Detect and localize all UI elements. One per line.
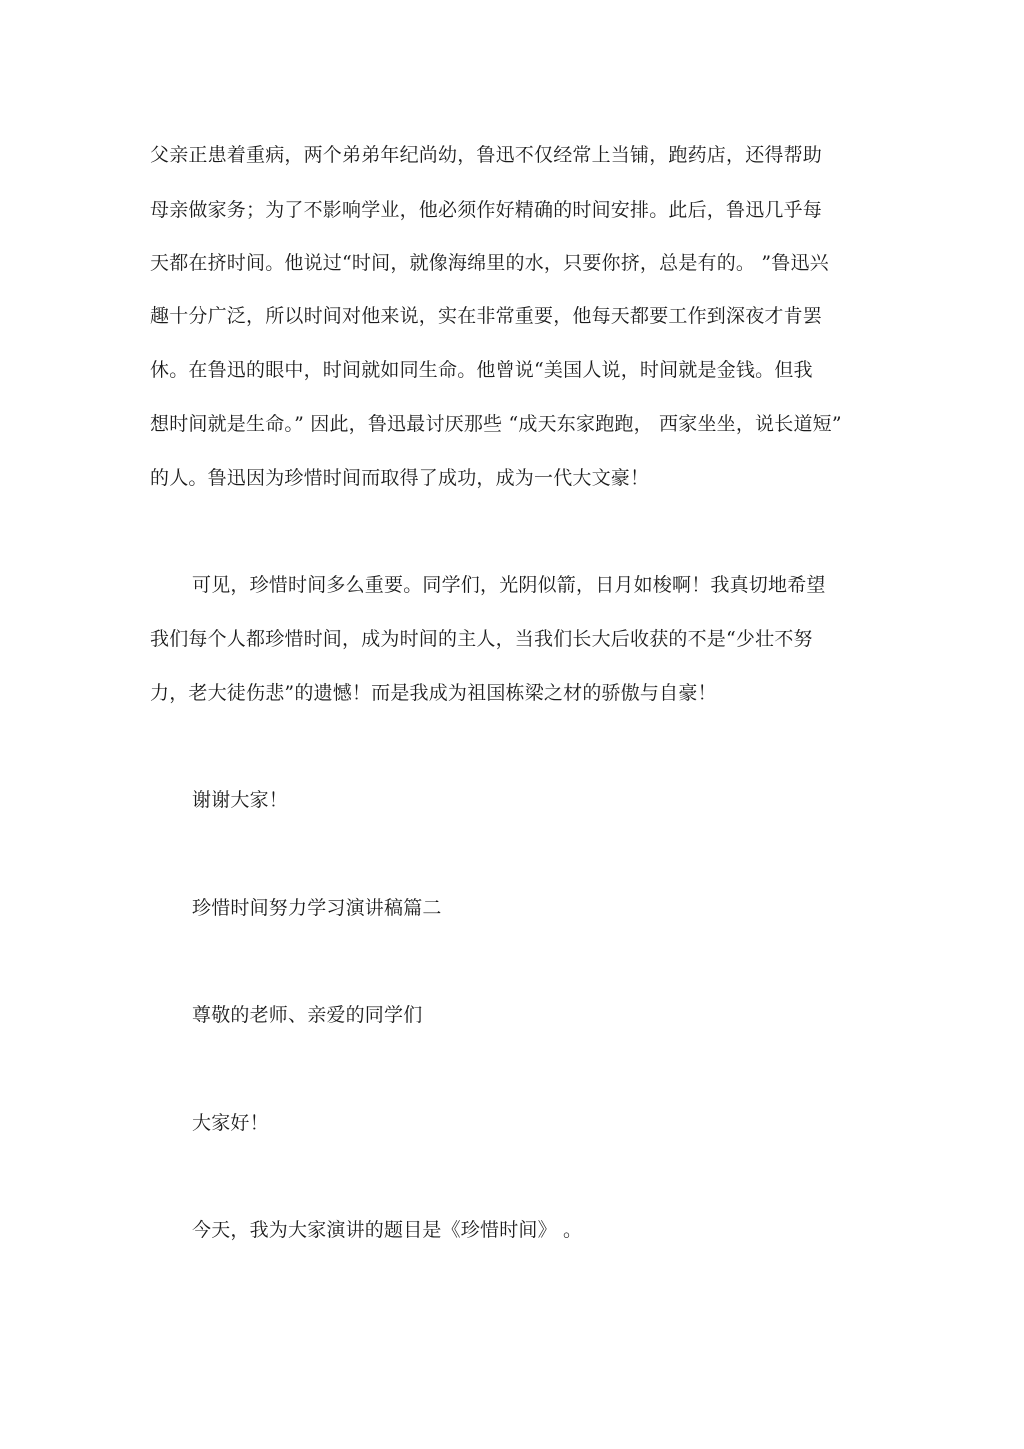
paragraph-line: 休。在鲁迅的眼中，时间就如同生命。他曾说“美国人说，时间就是金钱。但我 xyxy=(150,359,813,381)
paragraph-line: 母亲做家务；为了不影响学业，他必须作好精确的时间安排。此后，鲁迅几乎每 xyxy=(150,199,823,221)
thanks-text: 谢谢大家！ xyxy=(192,789,289,811)
paragraph-line: 可见，珍惜时间多么重要。同学们，光阴似箭，日月如梭啊！我真切地希望 xyxy=(192,574,826,596)
paragraph-line: 趣十分广泛，所以时间对他来说，实在非常重要，他每天都要工作到深夜才肯罢 xyxy=(150,305,823,327)
section-title: 珍惜时间努力学习演讲稿篇二 xyxy=(192,897,442,919)
paragraph-line: 的人。鲁迅因为珍惜时间而取得了成功，成为一代大文豪！ xyxy=(150,467,650,489)
paragraph-line: 力，老大徒伤悲”的遗憾！而是我成为祖国栋梁之材的骄傲与自豪！ xyxy=(150,682,717,704)
salutation-text: 尊敬的老师、亲爱的同学们 xyxy=(192,1004,423,1026)
paragraph-line: 父亲正患着重病，两个弟弟年纪尚幼，鲁迅不仅经常上当铺，跑药店，还得帮助 xyxy=(150,144,823,166)
paragraph-line: 我们每个人都珍惜时间，成为时间的主人，当我们长大后收获的不是“少壮不努 xyxy=(150,628,813,650)
greeting-text: 大家好！ xyxy=(192,1112,269,1134)
paragraph-line: 天都在挤时间。他说过“时间，就像海绵里的水，只要你挤，总是有的。 ”鲁迅兴 xyxy=(150,252,829,274)
paragraph-line: 想时间就是生命。” 因此，鲁迅最讨厌那些 “成天东家跑跑， 西家坐坐，说长道短” xyxy=(150,413,842,435)
topic-line: 今天，我为大家演讲的题目是《珍惜时间》 。 xyxy=(192,1219,583,1241)
